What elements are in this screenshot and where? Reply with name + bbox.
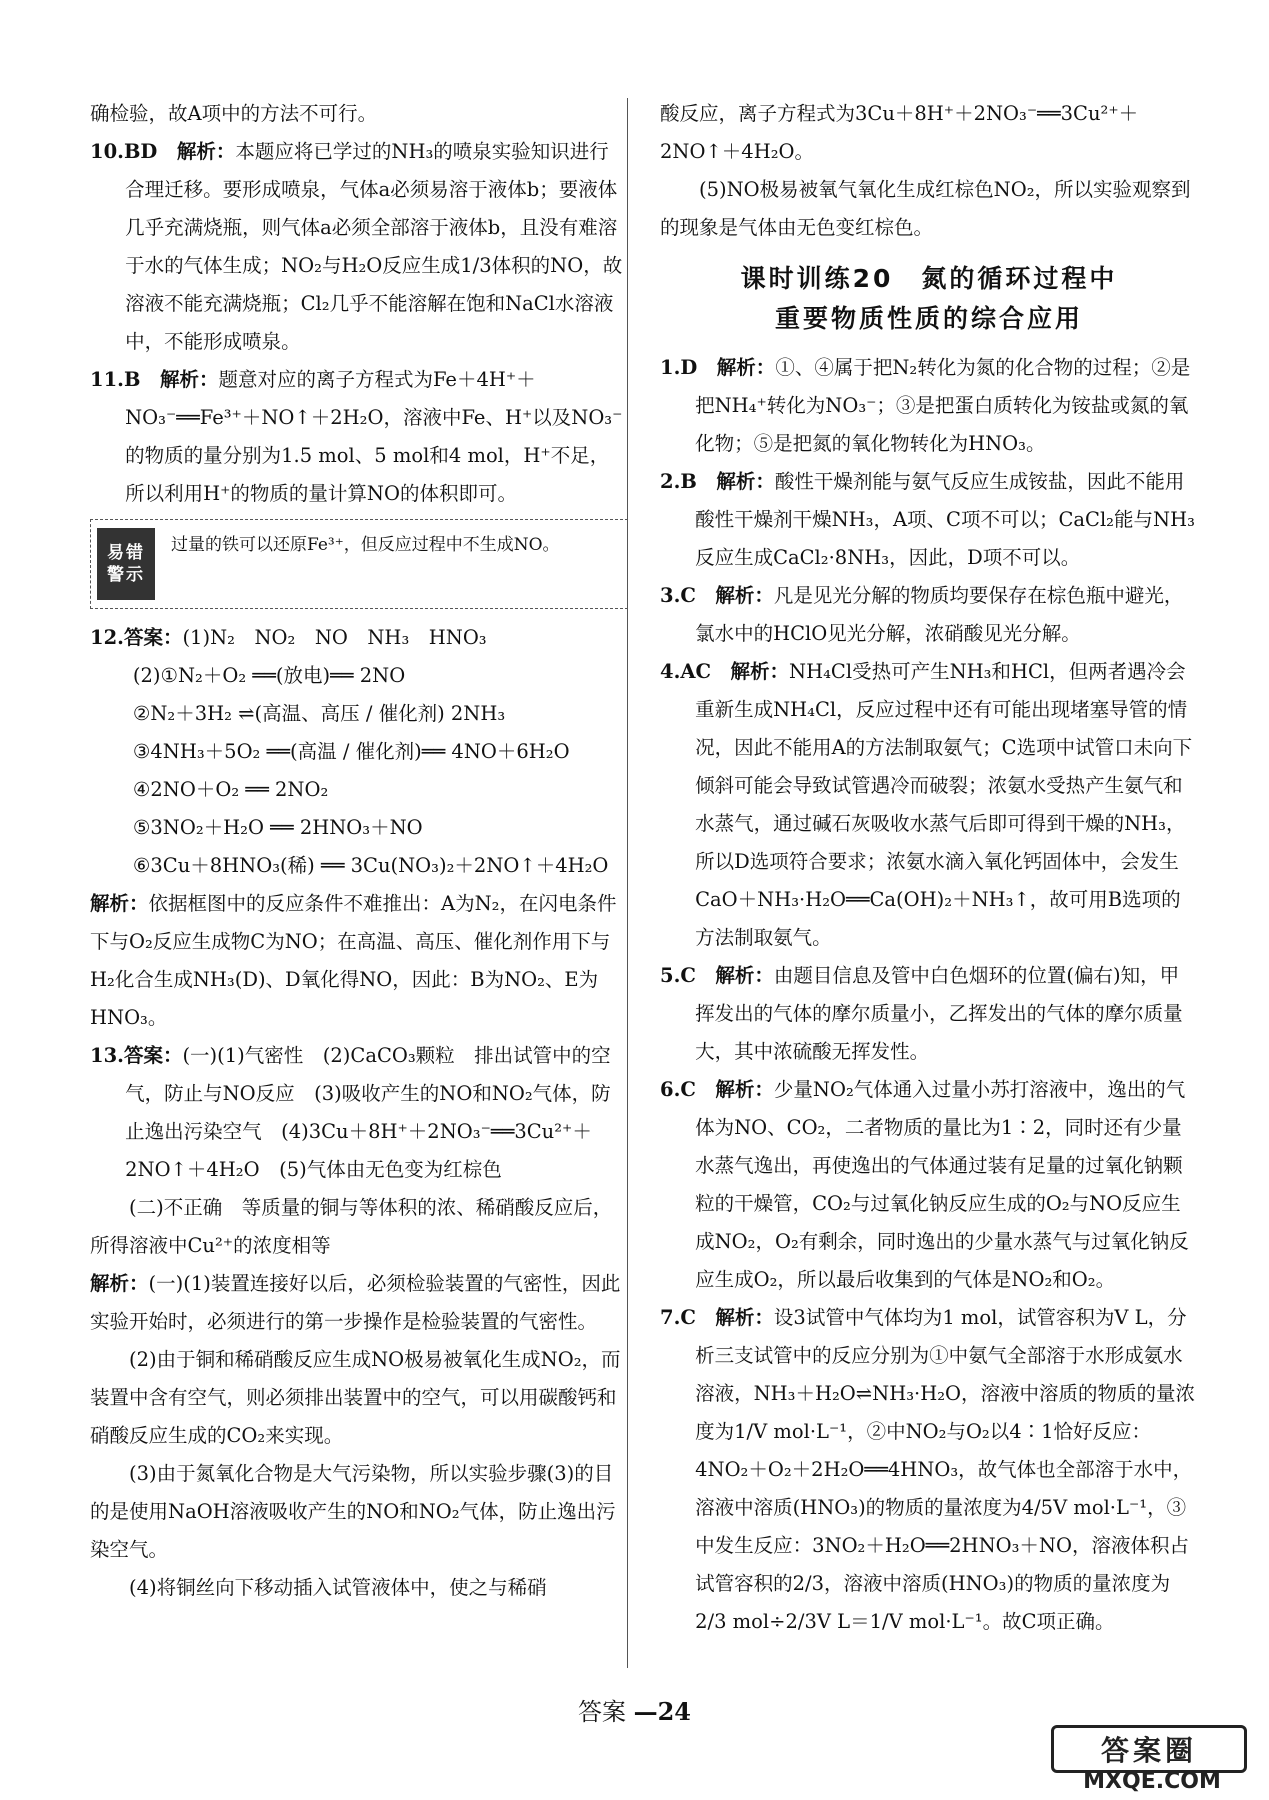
equation: ④2NO＋O₂ ══ 2NO₂ (132, 778, 329, 801)
left-column (90, 95, 628, 1607)
equation: ②N₂＋3H₂ ⇌(高温、高压 / 催化剂) 2NH₃ (132, 702, 506, 725)
explanation-12: 解析：依据框图中的反应条件不难推出：A为N₂，在闪电条件下与O₂反应生成物C为NO；在高温、高压、催化剂作用下与H₂化合生成NH₃(D)、D氧化得NO，因此：B为NO₂、E为HNO₃。 (90, 892, 617, 1029)
answer-item-6: 6.C 解析：少量NO₂气体通入过量小苏打溶液中，逸出的气体为NO、CO₂，二者物质的量比为1∶2，同时还有少量水蒸气逸出，再使逸出的气体通过装有足量的过氧化钠颗粒的干燥管，CO₂与过氧化钠反应生成的O₂与NO反应生成NO₂，O₂有剩余，同时逸出的少量水蒸气与过氧化钠反应生成O₂，所以最后收集到的气体是NO₂和O₂。 (660, 1078, 1189, 1291)
answer-item-2: 2.B 解析：酸性干燥剂能与氨气反应生成铵盐，因此不能用酸性干燥剂干燥NH₃，A项、C项不可以；CaCl₂能与NH₃反应生成CaCl₂·8NH₃，因此，D项不可以。 (660, 470, 1195, 569)
warning-text: 过量的铁可以还原Fe³⁺，但反应过程中不生成NO。 (171, 535, 560, 555)
equation: (2)①N₂＋O₂ ══(放电)══ 2NO (132, 664, 406, 687)
page-footer (0, 1692, 1269, 1727)
watermark-url: MXQE.COM (1083, 1769, 1221, 1794)
continuation-line: 酸反应，离子方程式为3Cu＋8H⁺＋2NO₃⁻══3Cu²⁺＋2NO↑＋4H₂O。 (660, 102, 1139, 163)
equation: ⑥3Cu＋8HNO₃(稀) ══ 3Cu(NO₃)₂＋2NO↑＋4H₂O (132, 854, 609, 877)
answer-item-4: 4.AC 解析：NH₄Cl受热可产生NH₃和HCl，但两者遇冷会重新生成NH₄Cl，反应过程中还有可能出现堵塞导管的情况，因此不能用A的方法制取氨气；C选项中试管口未向下倾斜可能会导致试管遇冷而破裂；浓氨水受热产生氨气和水蒸气，通过碱石灰吸收水蒸气后即可得到干燥的NH₃，所以D选项符合要求；浓氨水滴入氧化钙固体中，会发生CaO＋NH₃·H₂O══Ca(OH)₂＋NH₃↑，故可用B选项的方法制取氨气。 (660, 660, 1193, 949)
answer-item-11: 11.B 解析：题意对应的离子方程式为Fe＋4H⁺＋NO₃⁻══Fe³⁺＋NO↑＋2H₂O，溶液中Fe、H⁺以及NO₃⁻的物质的量分别为1.5 mol、5 mol和4 mol，H⁺不足，所以利用H⁺的物质的量计算NO的体积即可。 (90, 368, 623, 505)
explanation-13: 解析：(一)(1)装置连接好以后，必须检验装置的气密性，因此实验开始时，必须进行的第一步操作是检验装置的气密性。 (90, 1272, 621, 1333)
explanation-13-step2: (2)由于铜和稀硝酸反应生成NO极易被氧化生成NO₂，而装置中含有空气，则必须排出装置中的空气，可以用碳酸钙和硝酸反应生成的CO₂来实现。 (90, 1348, 621, 1447)
watermark-logo: 答案圈 (1051, 1725, 1247, 1773)
explanation-13-step5: (5)NO极易被氧气氧化生成红棕色NO₂，所以实验观察到的现象是气体由无色变红棕色。 (660, 178, 1191, 239)
explanation-13-step4: (4)将铜丝向下移动插入试管液体中，使之与稀硝 (129, 1576, 547, 1599)
warning-badge: 易错 警示 (97, 528, 155, 600)
page-number: —24 (633, 1697, 692, 1726)
answer-item-7: 7.C 解析：设3试管中气体均为1 mol，试管容积为V L，分析三支试管中的反应分别为①中氨气全部溶于水形成氨水溶液，NH₃＋H₂O⇌NH₃·H₂O，溶液中溶质的物质的量浓度为1/V mol·L⁻¹，②中NO₂与O₂以4∶1恰好反应：4NO₂＋O₂＋2H₂O══4HNO₃，故气体也全部溶于水中，溶液中溶质(HNO₃)的物质的量浓度为4/5V mol·L⁻¹，③中发生反应：3NO₂＋H₂O══2HNO₃＋NO，溶液体积占试管容积的2/3，溶液中溶质(HNO₃)的物质的量浓度为2/3 mol÷2/3V L＝1/V mol·L⁻¹。故C项正确。 (660, 1306, 1196, 1633)
answer-item-12: 12.答案：(1)N₂ NO₂ NO NH₃ HNO₃ (90, 626, 487, 649)
explanation-13-step3: (3)由于氮氧化合物是大气污染物，所以实验步骤(3)的目的是使用NaOH溶液吸收产生的NO和NO₂气体，防止逸出污染空气。 (90, 1462, 616, 1561)
error-warning-box (90, 519, 628, 609)
equation: ⑤3NO₂＋H₂O ══ 2HNO₃＋NO (132, 816, 423, 839)
answer-item-1: 1.D 解析：①、④属于把N₂转化为氮的化合物的过程；②是把NH₄⁺转化为NO₃⁻；③是把蛋白质转化为铵盐或氮的氧化物；⑤是把氮的氧化物转化为HNO₃。 (660, 356, 1191, 455)
continuation-line: 确检验，故A项中的方法不可行。 (90, 102, 378, 125)
answer-item-13: 13.答案：(一)(1)气密性 (2)CaCO₃颗粒 排出试管中的空气，防止与NO反应 (3)吸收产生的NO和NO₂气体，防止逸出污染空气 (4)3Cu＋8H⁺＋2NO₃⁻══3Cu²⁺＋2NO↑＋4H₂O (5)气体由无色变为红棕色 (90, 1044, 611, 1181)
section-title: 课时训练20 氮的循环过程中 重要物质性质的综合应用 (740, 264, 1118, 333)
answer-13-part2: (二)不正确 等质量的铜与等体积的浓、稀硝酸反应后，所得溶液中Cu²⁺的浓度相等 (90, 1196, 613, 1257)
answer-item-5: 5.C 解析：由题目信息及管中白色烟环的位置(偏右)知，甲挥发出的气体的摩尔质量小，乙挥发出的气体的摩尔质量大，其中浓硫酸无挥发性。 (660, 964, 1183, 1063)
site-watermark (1057, 1725, 1247, 1795)
footer-label: 答案 (577, 1698, 626, 1726)
equation: ③4NH₃＋5O₂ ══(高温 / 催化剂)══ 4NO＋6H₂O (132, 740, 570, 763)
answer-item-10: 10.BD 解析：本题应将已学过的NH₃的喷泉实验知识进行合理迁移。要形成喷泉，气体a必须易溶于液体b；要液体几乎充满烧瓶，则气体a必须全部溶于液体b，且没有难溶于水的气体生成；NO₂与H₂O反应生成1/3体积的NO，故溶液不能充满烧瓶；Cl₂几乎不能溶解在饱和NaCl水溶液中，不能形成喷泉。 (90, 140, 623, 353)
right-column (660, 95, 1198, 1641)
answer-item-3: 3.C 解析：凡是见光分解的物质均要保存在棕色瓶中避光，氯水中的HClO见光分解，浓硝酸见光分解。 (660, 584, 1184, 645)
